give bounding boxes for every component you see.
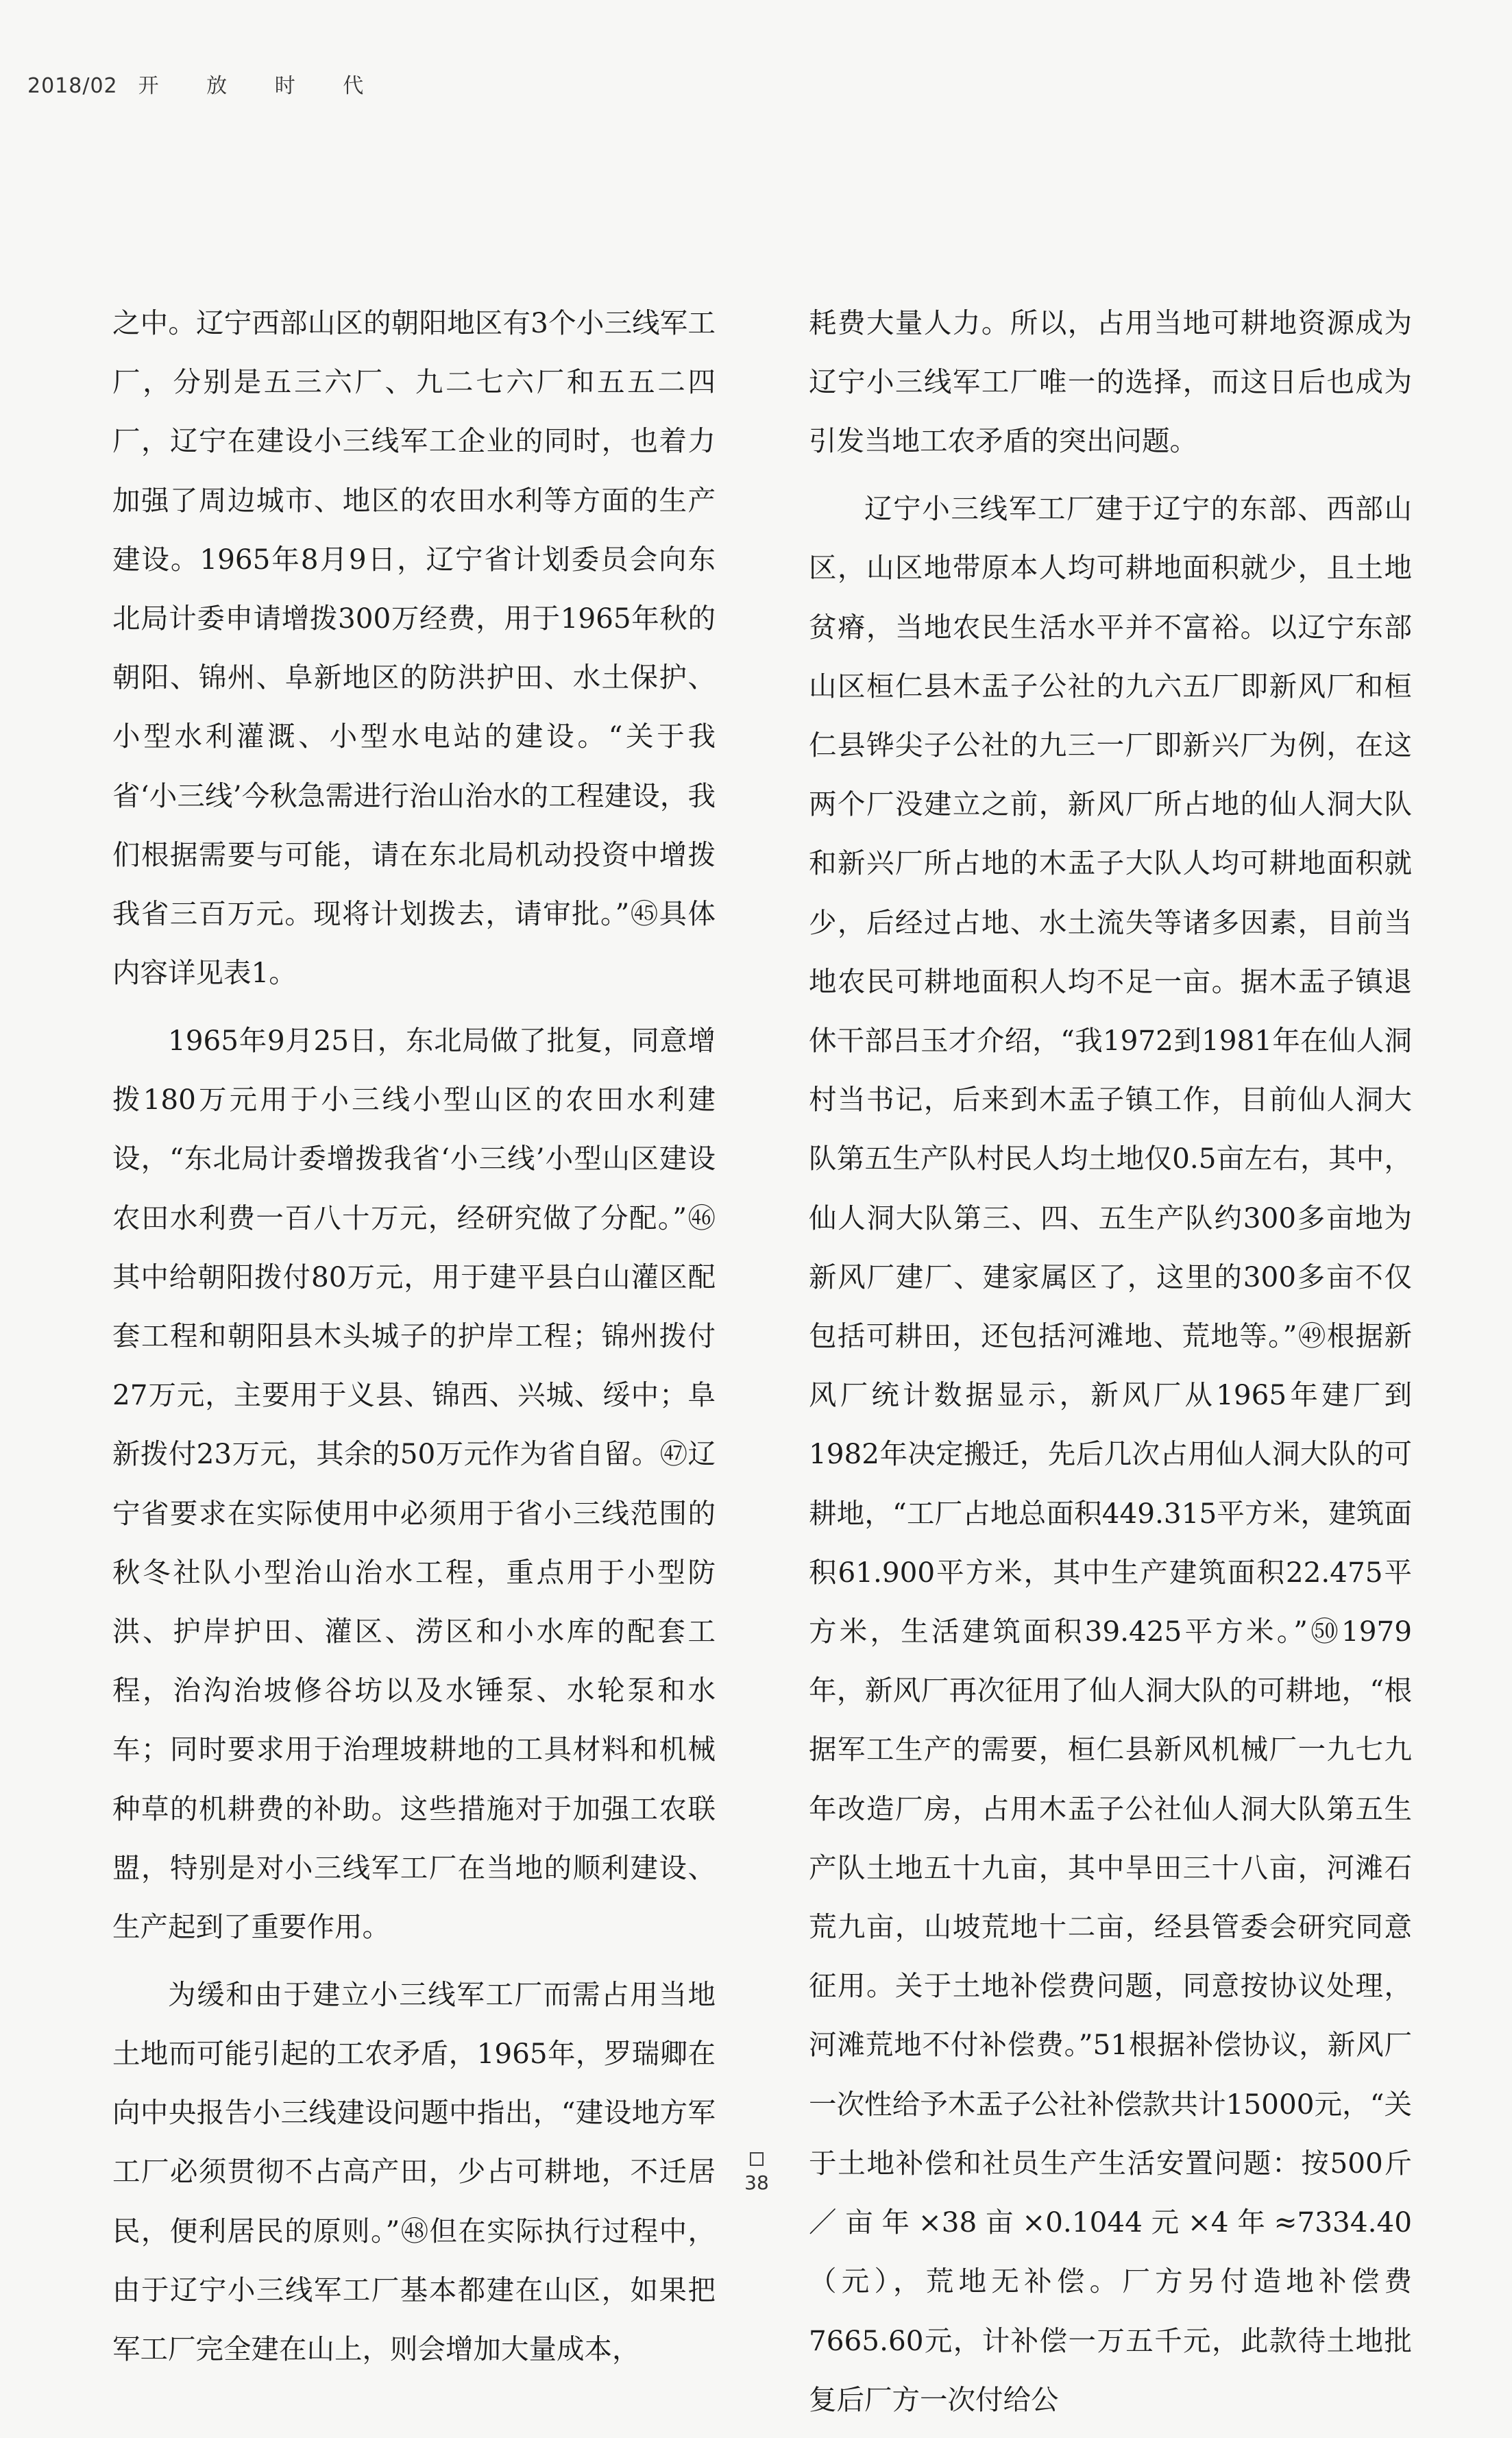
paragraph: 为缓和由于建立小三线军工厂而需占用当地土地而可能引起的工农矛盾，1965年，罗瑞卿在向中央报告小三线建设问题中指出，“建设地方军工厂必须贯彻不占高产田，少占可耕地，不迁居民，便利居民的原则。”㊽但在实际执行过程中，由于辽宁小三线军工厂基本都建在山区，如果把军工厂完全建在山上，则会增加大量成本，: [112, 1977, 716, 2366]
page-number: 38: [744, 2171, 769, 2194]
journal-name: 开 放 时 代: [138, 74, 385, 98]
left-column: [112, 293, 716, 2387]
running-header: [27, 69, 384, 99]
paragraph: 之中。辽宁西部山区的朝阳地区有3个小三线军工厂，分别是五三六厂、九二七六厂和五五二四厂，辽宁在建设小三线军工企业的同时，也着力加强了周边城市、地区的农田水利等方面的生产建设。1965年8月9日，辽宁省计划委员会向东北局计委申请增拨300万经费，用于1965年秋的朝阳、锦州、阜新地区的防洪护田、水土保护、小型水利灌溉、小型水电站的建设。“关于我省‘小三线’今秋急需进行治山治水的工程建设，我们根据需要与可能，请在东北局机动投资中增拨我省三百万元。现将计划拨去，请审批。”㊺具体内容详见表1。: [112, 306, 716, 990]
right-column: [809, 293, 1412, 2438]
paragraph: 耗费大量人力。所以，占用当地可耕地资源成为辽宁小三线军工厂唯一的选择，而这日后也成为引发当地工农矛盾的突出问题。: [809, 306, 1412, 458]
footer-square-ornament: [750, 2152, 764, 2166]
issue-label: 2018/02: [27, 74, 118, 98]
paragraph: 辽宁小三线军工厂建于辽宁的东部、西部山区，山区地带原本人均可耕地面积就少，且土地贫瘠，当地农民生活水平并不富裕。以辽宁东部山区桓仁县木盂子公社的九六五厂即新风厂和桓仁县铧尖子公社的九三一厂即新兴厂为例，在这两个厂没建立之前，新风厂所占地的仙人洞大队和新兴厂所占地的木盂子大队人均可耕地面积就少，后经过占地、水土流失等诸多因素，目前当地农民可耕地面积人均不足一亩。据木盂子镇退休干部吕玉才介绍，“我1972到1981年在仙人洞村当书记，后来到木盂子镇工作，目前仙人洞大队第五生产队村民人均土地仅0.5亩左右，其中，仙人洞大队第三、四、五生产队约300多亩地为新风厂建厂、建家属区了，这里的300多亩不仅包括可耕田，还包括河滩地、荒地等。”㊾根据新风厂统计数据显示，新风厂从1965年建厂到1982年决定搬迁，先后几次占用仙人洞大队的可耕地，“工厂占地总面积449.315平方米，建筑面积61.900平方米，其中生产建筑面积22.475平方米，生活建筑面积39.425平方米。”㊿1979年，新风厂再次征用了仙人洞大队的可耕地，“根据军工生产的需要，桓仁县新风机械厂一九七九年改造厂房，占用木盂子公社仙人洞大队第五生产队土地五十九亩，其中旱田三十八亩，河滩石荒九亩，山坡荒地十二亩，经县管委会研究同意征用。关于土地补偿费问题，同意按协议处理，河滩荒地不付补偿费。”51根据补偿协议，新风厂一次性给予木盂子公社补偿款共计15000元，“关于土地补偿和社员生产生活安置问题：按500斤／亩年×38亩×0.1044元×4年≈7334.40（元），荒地无补偿。厂方另付造地补偿费7665.60元，计补偿一万五千元，此款待土地批复后厂方一次付给公: [809, 492, 1412, 2416]
paragraph: 1965年9月25日，东北局做了批复，同意增拨180万元用于小三线小型山区的农田水利建设，“东北局计委增拨我省‘小三线’小型山区建设农田水利费一百八十万元，经研究做了分配。”㊻其中给朝阳拨付80万元，用于建平县白山灌区配套工程和朝阳县木头城子的护岸工程；锦州拨付27万元，主要用于义县、锦西、兴城、绥中；阜新拨付23万元，其余的50万元作为省自留。㊼辽宁省要求在实际使用中必须用于省小三线范围的秋冬社队小型治山治水工程，重点用于小型防洪、护岸护田、灌区、涝区和小水库的配套工程，治沟治坡修谷坊以及水锤泵、水轮泵和水车；同时要求用于治理坡耕地的工具材料和机械种草的机耕费的补助。这些措施对于加强工农联盟，特别是对小三线军工厂在当地的顺利建设、生产起到了重要作用。: [112, 1024, 716, 1944]
